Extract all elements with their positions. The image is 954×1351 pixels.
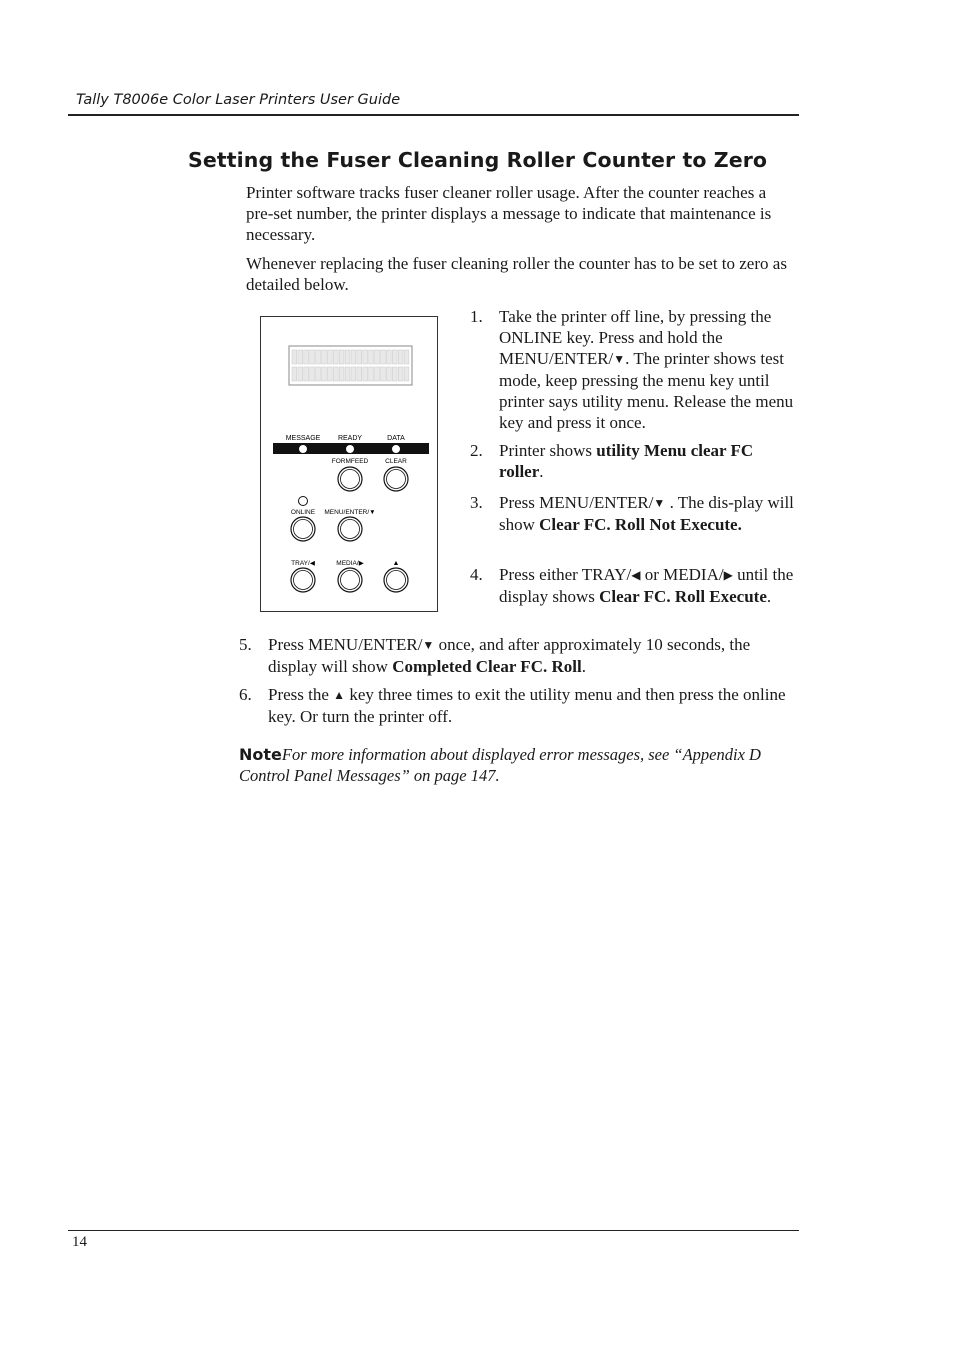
control-panel-figure bbox=[260, 316, 438, 612]
lcd-cell bbox=[375, 350, 380, 364]
running-header: Tally T8006e Color Laser Printers User Guide bbox=[76, 92, 401, 108]
step-text: Press the ▲ key three times to exit the utility menu and then press the online key. Or turn the printer off. bbox=[268, 685, 786, 726]
menu-enter-button[interactable] bbox=[338, 517, 362, 541]
lcd-cell bbox=[351, 367, 356, 381]
section-title: Setting the Fuser Cleaning Roller Counter to Zero bbox=[188, 148, 768, 172]
data-label: DATA bbox=[387, 435, 405, 442]
online-button[interactable] bbox=[291, 517, 315, 541]
message-label: MESSAGE bbox=[285, 435, 321, 442]
lcd-cell bbox=[392, 350, 397, 364]
lcd-cell bbox=[363, 350, 368, 364]
step-number: 6. bbox=[239, 685, 252, 704]
note-text: For more information about displayed error messages, see “Appendix D Control Panel Messages” on page 147. bbox=[239, 745, 761, 785]
lcd-cell bbox=[316, 367, 321, 381]
lcd-cell bbox=[339, 350, 344, 364]
instruction-paragraph: Whenever replacing the fuser cleaning roller the counter has to be set to zero as detailed below. bbox=[246, 254, 787, 294]
down-arrow-icon: ▼ bbox=[422, 638, 435, 652]
footer-rule bbox=[68, 1230, 799, 1231]
lcd-cell bbox=[304, 350, 309, 364]
lcd-cell bbox=[327, 350, 332, 364]
up-button[interactable] bbox=[384, 568, 408, 592]
online-label: ONLINE bbox=[290, 509, 316, 516]
lcd-cell bbox=[381, 367, 386, 381]
step-number: 1. bbox=[470, 307, 483, 326]
lcd-cell bbox=[345, 350, 350, 364]
step-text: Press MENU/ENTER/▼ . The dis-play will show Clear FC. Roll Not Execute. bbox=[499, 493, 794, 534]
header-rule bbox=[68, 114, 799, 116]
step-number: 5. bbox=[239, 635, 252, 654]
ready-led-icon bbox=[346, 445, 355, 454]
lcd-cell bbox=[310, 350, 315, 364]
down-arrow-icon: ▼ bbox=[653, 496, 666, 510]
ready-label: READY bbox=[337, 435, 363, 442]
lcd-cell bbox=[381, 350, 386, 364]
note bbox=[239, 744, 795, 786]
right-arrow-icon: ▶ bbox=[723, 568, 733, 582]
lcd-cell bbox=[398, 367, 403, 381]
lcd-cell bbox=[404, 350, 409, 364]
media-button[interactable] bbox=[338, 568, 362, 592]
lcd-cell bbox=[298, 367, 303, 381]
message-led-icon bbox=[299, 445, 308, 454]
page-number: 14 bbox=[72, 1234, 87, 1250]
lcd-cell bbox=[298, 350, 303, 364]
lcd-display bbox=[289, 346, 412, 385]
step-number: 2. bbox=[470, 441, 483, 460]
lcd-cell bbox=[369, 350, 374, 364]
step-text: Take the printer off line, by pressing the ONLINE key. Press and hold the MENU/ENTER/▼. The printer shows test mode, keep pressing the menu key until printer says utility menu. Release the menu key and press it once. bbox=[499, 307, 794, 432]
lcd-cell bbox=[375, 367, 380, 381]
lcd-cell bbox=[339, 367, 344, 381]
tray-label: TRAY/◀ bbox=[291, 560, 315, 567]
tray-button[interactable] bbox=[291, 568, 315, 592]
up-arrow-icon: ▲ bbox=[333, 688, 346, 702]
lcd-cell bbox=[351, 350, 356, 364]
lcd-cell bbox=[316, 350, 321, 364]
step-text: Press either TRAY/◀ or MEDIA/▶ until the display shows Clear FC. Roll Execute. bbox=[499, 565, 794, 606]
up-arrow-label: ▲ bbox=[392, 560, 400, 567]
menu-enter-label: MENU/ENTER/▼ bbox=[324, 509, 376, 516]
lcd-cell bbox=[304, 367, 309, 381]
media-label: MEDIA/▶ bbox=[336, 560, 364, 567]
left-arrow-icon: ◀ bbox=[631, 568, 641, 582]
clear-button[interactable] bbox=[384, 467, 408, 491]
step-number: 4. bbox=[470, 565, 483, 584]
lcd-cell bbox=[357, 367, 362, 381]
online-led-icon bbox=[299, 497, 308, 506]
step-text: Press MENU/ENTER/▼ once, and after approximately 10 seconds, the display will show Completed Clear FC. Roll. bbox=[268, 635, 751, 676]
lcd-cell bbox=[322, 350, 327, 364]
clear-label: CLEAR bbox=[385, 458, 407, 465]
formfeed-label: FORMFEED bbox=[331, 458, 369, 465]
lcd-cell bbox=[292, 350, 297, 364]
lcd-cell bbox=[333, 367, 338, 381]
lcd-cell bbox=[404, 367, 409, 381]
lcd-cell bbox=[310, 367, 315, 381]
lcd-cell bbox=[345, 367, 350, 381]
data-led-icon bbox=[392, 445, 401, 454]
note-label: Note bbox=[239, 745, 282, 764]
down-arrow-icon: ▼ bbox=[613, 352, 626, 366]
lcd-cell bbox=[369, 367, 374, 381]
lcd-cell bbox=[292, 367, 297, 381]
lcd-cell bbox=[398, 350, 403, 364]
intro-paragraph: Printer software tracks fuser cleaner roller usage. After the counter reaches a pre-set number, the printer displays a message to indicate that maintenance is necessary. bbox=[246, 183, 772, 244]
lcd-cell bbox=[392, 367, 397, 381]
step-number: 3. bbox=[470, 493, 483, 512]
lcd-cell bbox=[327, 367, 332, 381]
lcd-cell bbox=[386, 367, 391, 381]
lcd-cell bbox=[333, 350, 338, 364]
lcd-cell bbox=[363, 367, 368, 381]
lcd-cell bbox=[322, 367, 327, 381]
lcd-cell bbox=[386, 350, 391, 364]
lcd-cell bbox=[357, 350, 362, 364]
step-text: Printer shows utility Menu clear FC roller. bbox=[499, 441, 754, 481]
formfeed-button[interactable] bbox=[338, 467, 362, 491]
